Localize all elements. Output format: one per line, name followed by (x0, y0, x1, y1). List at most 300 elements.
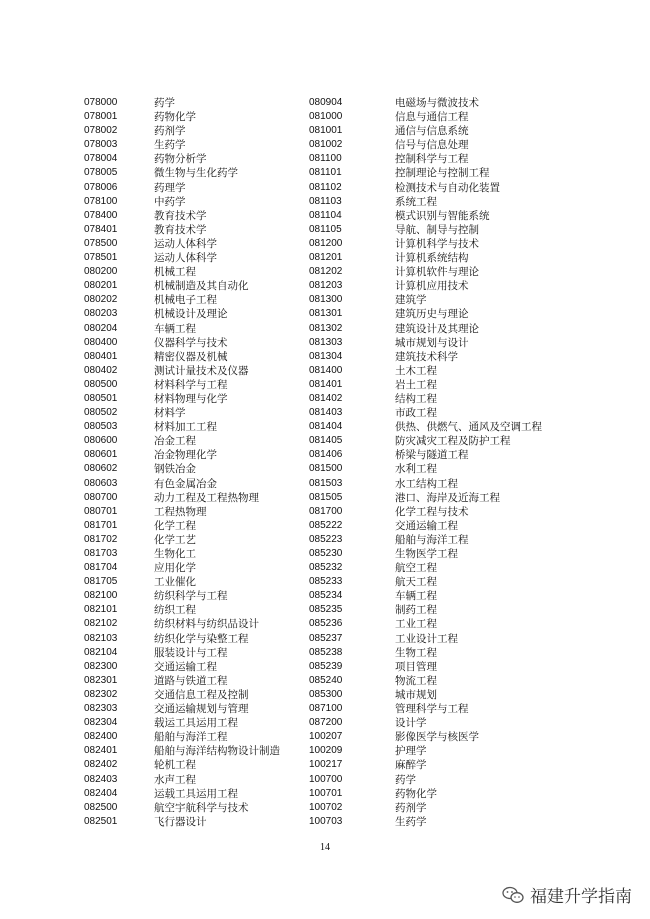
list-item (309, 505, 569, 519)
list-item (84, 744, 310, 758)
list-item (84, 533, 310, 547)
list-item (309, 702, 569, 716)
list-item (84, 223, 310, 237)
list-item (84, 378, 310, 392)
major-code: 078401 (84, 223, 118, 235)
major-code: 082304 (84, 717, 118, 729)
major-name: 工业设计工程 (395, 632, 458, 645)
major-name: 水利工程 (395, 463, 437, 476)
major-code: 082102 (84, 618, 118, 630)
major-code: 100700 (309, 773, 343, 785)
major-name: 桥梁与隧道工程 (395, 449, 469, 462)
list-item (84, 96, 310, 110)
major-code: 081402 (309, 392, 343, 404)
major-name: 结构工程 (395, 392, 437, 405)
list-item (309, 617, 569, 631)
major-name: 通信与信息系统 (395, 125, 469, 138)
major-code: 085223 (309, 533, 343, 545)
major-name: 船舶与海洋结构物设计制造 (154, 745, 280, 758)
major-name: 信号与信息处理 (395, 139, 469, 152)
list-item (84, 815, 310, 829)
list-item (84, 110, 310, 124)
major-code: 078002 (84, 125, 118, 137)
major-name: 工程热物理 (154, 505, 207, 518)
major-code: 078400 (84, 209, 118, 221)
major-code: 081001 (309, 125, 343, 137)
list-item (84, 336, 310, 350)
list-item (309, 392, 569, 406)
major-name: 交通运输规划与管理 (154, 703, 249, 716)
major-code: 080203 (84, 308, 118, 320)
major-code: 081705 (84, 576, 118, 588)
major-code: 081406 (309, 449, 343, 461)
right-column (309, 96, 569, 829)
major-name: 材料科学与工程 (154, 378, 228, 391)
major-code: 078501 (84, 252, 118, 264)
list-item (309, 688, 569, 702)
list-item (309, 815, 569, 829)
major-code: 081302 (309, 322, 343, 334)
major-name: 精密仪器及机械 (154, 350, 228, 363)
watermark-text: 福建升学指南 (530, 887, 632, 907)
major-code: 081100 (309, 153, 342, 165)
list-item (309, 744, 569, 758)
list-item (309, 406, 569, 420)
major-name: 教育技术学 (154, 223, 207, 236)
major-code: 080201 (84, 280, 118, 292)
major-code: 082104 (84, 646, 118, 658)
major-code: 081303 (309, 336, 343, 348)
list-item (309, 378, 569, 392)
list-item (84, 561, 310, 575)
major-name: 道路与铁道工程 (154, 674, 228, 687)
major-name: 计算机系统结构 (395, 252, 469, 265)
major-name: 航空宇航科学与技术 (154, 801, 249, 814)
list-item (84, 322, 310, 336)
list-item (84, 195, 310, 209)
major-code: 080503 (84, 421, 118, 433)
major-name: 供热、供燃气、通风及空调工程 (395, 421, 542, 434)
major-code: 081702 (84, 533, 118, 545)
list-item (84, 646, 310, 660)
major-code: 082100 (84, 590, 118, 602)
major-code: 081102 (309, 181, 342, 193)
major-code: 081304 (309, 350, 343, 362)
major-name: 药学 (395, 773, 416, 786)
major-name: 交通运输工程 (154, 660, 217, 673)
major-name: 车辆工程 (395, 590, 437, 603)
major-name: 应用化学 (154, 562, 196, 575)
major-code: 080904 (309, 97, 343, 108)
major-name: 船舶与海洋工程 (395, 533, 469, 546)
list-item (309, 251, 569, 265)
major-code: 085300 (309, 688, 343, 700)
major-name: 车辆工程 (154, 322, 196, 335)
major-name: 港口、海岸及近海工程 (395, 491, 500, 504)
major-name: 纺织材料与纺织品设计 (154, 618, 259, 631)
major-code: 078100 (84, 195, 118, 207)
major-code: 085238 (309, 646, 343, 658)
major-code: 085232 (309, 562, 343, 574)
major-name: 计算机科学与技术 (395, 237, 479, 250)
major-code: 085235 (309, 604, 343, 616)
major-name: 生物医学工程 (395, 548, 458, 560)
major-code: 080402 (84, 364, 118, 376)
major-name: 纺织化学与染整工程 (154, 632, 249, 645)
major-code: 081700 (309, 505, 343, 517)
major-name: 船舶与海洋工程 (154, 731, 228, 744)
list-item (309, 589, 569, 603)
major-code: 081103 (309, 195, 342, 207)
major-name: 药物化学 (395, 787, 437, 800)
list-item (84, 617, 310, 631)
list-item (309, 716, 569, 730)
major-name: 岩土工程 (395, 378, 437, 391)
major-code: 100702 (309, 801, 343, 813)
list-item (84, 773, 310, 787)
major-name: 模式识别与智能系统 (395, 209, 490, 222)
major-name: 运动人体科学 (154, 237, 217, 250)
list-item (84, 491, 310, 505)
major-name: 控制理论与控制工程 (395, 167, 490, 180)
major-name: 工业工程 (395, 618, 437, 631)
major-name: 有色金属冶金 (154, 477, 217, 490)
list-item (84, 181, 310, 195)
major-name: 生药学 (154, 139, 186, 152)
list-item (309, 209, 569, 223)
list-item (309, 660, 569, 674)
major-name: 教育技术学 (154, 209, 207, 222)
major-name: 交通运输工程 (395, 519, 458, 532)
list-item (84, 519, 310, 533)
major-name: 物流工程 (395, 674, 437, 687)
list-item (309, 307, 569, 321)
list-item (309, 195, 569, 209)
list-item (309, 322, 569, 336)
list-item (84, 730, 310, 744)
major-name: 服装设计与工程 (154, 646, 228, 659)
major-name: 建筑学 (395, 294, 427, 307)
major-code: 085240 (309, 674, 343, 686)
major-name: 药剂学 (395, 801, 427, 814)
major-name: 计算机软件与理论 (395, 266, 479, 279)
major-name: 运动人体科学 (154, 252, 217, 265)
list-item (84, 406, 310, 420)
major-name: 化学工程 (154, 519, 196, 532)
major-code: 082501 (84, 815, 118, 827)
major-name: 检测技术与自动化装置 (395, 181, 500, 194)
major-code: 085222 (309, 519, 343, 531)
major-name: 化学工程与技术 (395, 505, 469, 518)
list-item (309, 434, 569, 448)
list-item (84, 279, 310, 293)
major-name: 冶金物理化学 (154, 449, 217, 462)
major-name: 水声工程 (154, 773, 196, 786)
major-code: 080202 (84, 294, 118, 306)
major-code: 082303 (84, 703, 118, 715)
major-code: 081200 (309, 237, 343, 249)
list-item (84, 124, 310, 138)
major-code: 078003 (84, 139, 118, 151)
list-item (84, 716, 310, 730)
major-code: 078006 (84, 181, 118, 193)
major-name: 管理科学与工程 (395, 703, 469, 716)
list-item (84, 801, 310, 815)
list-item (84, 364, 310, 378)
major-name: 土木工程 (395, 364, 437, 377)
major-code: 081104 (309, 209, 342, 221)
major-name: 生物工程 (395, 646, 437, 659)
major-code: 085230 (309, 548, 343, 559)
list-item (309, 96, 569, 110)
major-name: 中药学 (154, 195, 186, 208)
major-code: 081401 (309, 378, 343, 390)
major-code: 081503 (309, 477, 343, 489)
major-name: 制药工程 (395, 604, 437, 617)
major-code: 087100 (309, 703, 343, 715)
major-name: 计算机应用技术 (395, 280, 469, 293)
major-code: 081704 (84, 562, 118, 574)
major-code: 080700 (84, 491, 118, 503)
major-code: 082103 (84, 632, 118, 644)
list-item (309, 336, 569, 350)
left-column (84, 96, 310, 829)
list-item (309, 279, 569, 293)
list-item (84, 462, 310, 476)
major-code: 085234 (309, 590, 343, 602)
list-item (84, 660, 310, 674)
major-name: 生药学 (395, 815, 427, 828)
major-name: 交通信息工程及控制 (154, 688, 249, 701)
list-item (84, 477, 310, 491)
major-code: 081301 (309, 308, 343, 320)
list-item (84, 575, 310, 589)
major-code: 080500 (84, 378, 118, 390)
list-item (309, 293, 569, 307)
major-name: 麻醉学 (395, 759, 427, 772)
major-name: 影像医学与核医学 (395, 731, 479, 744)
major-name: 机械电子工程 (154, 294, 217, 307)
major-name: 项目管理 (395, 660, 437, 673)
list-item (309, 575, 569, 589)
major-code: 081404 (309, 421, 343, 433)
list-item (84, 448, 310, 462)
major-name: 导航、制导与控制 (395, 223, 479, 236)
major-name: 药物化学 (154, 111, 196, 124)
major-code: 100217 (309, 759, 343, 771)
list-item (309, 110, 569, 124)
major-code: 081300 (309, 294, 343, 306)
major-code: 080603 (84, 477, 118, 489)
major-code: 085236 (309, 618, 343, 630)
list-item (309, 223, 569, 237)
major-code: 082401 (84, 745, 118, 757)
major-code: 085239 (309, 660, 343, 672)
major-code: 078000 (84, 97, 118, 108)
major-name: 轮机工程 (154, 759, 196, 772)
major-name: 仪器科学与技术 (154, 336, 228, 349)
major-code: 081002 (309, 139, 343, 151)
major-name: 冶金工程 (154, 435, 196, 448)
major-name: 机械制造及其自动化 (154, 280, 249, 293)
list-item (309, 420, 569, 434)
major-code: 085233 (309, 576, 343, 588)
list-item (84, 420, 310, 434)
major-code: 081201 (309, 252, 343, 264)
major-name: 药剂学 (154, 125, 186, 138)
major-name: 电磁场与微波技术 (395, 97, 479, 109)
list-item (309, 801, 569, 815)
list-item (309, 533, 569, 547)
list-item (309, 758, 569, 772)
list-item (309, 265, 569, 279)
major-name: 建筑设计及其理论 (395, 322, 479, 335)
major-code: 081403 (309, 407, 343, 419)
major-name: 材料物理与化学 (154, 392, 228, 405)
list-item (84, 589, 310, 603)
major-name: 机械工程 (154, 266, 196, 279)
major-code: 100209 (309, 745, 343, 757)
list-item (309, 152, 569, 166)
page-number: 14 (320, 842, 330, 853)
major-code: 082404 (84, 787, 118, 799)
list-item (84, 237, 310, 251)
major-name: 药物分析学 (154, 153, 207, 166)
major-code: 081105 (309, 223, 342, 235)
major-name: 城市规划与设计 (395, 336, 469, 349)
list-item (309, 632, 569, 646)
wechat-icon (502, 886, 524, 904)
list-item (309, 787, 569, 801)
major-name: 化学工艺 (154, 533, 196, 546)
list-item (309, 462, 569, 476)
list-item (84, 209, 310, 223)
major-code: 081405 (309, 435, 343, 447)
major-name: 控制科学与工程 (395, 153, 469, 166)
major-name: 飞行器设计 (154, 815, 207, 828)
major-name: 药学 (154, 97, 175, 109)
list-item (309, 181, 569, 195)
list-item (84, 632, 310, 646)
major-code: 080602 (84, 463, 118, 475)
major-code: 081202 (309, 266, 343, 278)
major-code: 087200 (309, 717, 343, 729)
major-code: 082300 (84, 660, 118, 672)
major-name: 生物化工 (154, 548, 196, 560)
major-code: 081101 (309, 167, 342, 179)
major-code: 081703 (84, 548, 118, 559)
major-code: 100703 (309, 815, 343, 827)
major-name: 系统工程 (395, 195, 437, 208)
list-item (84, 265, 310, 279)
major-name: 纺织工程 (154, 604, 196, 617)
major-name: 材料加工工程 (154, 421, 217, 434)
major-name: 设计学 (395, 717, 427, 730)
list-item (84, 152, 310, 166)
major-code: 080601 (84, 449, 118, 461)
major-code: 080200 (84, 266, 118, 278)
list-item (309, 448, 569, 462)
list-item (309, 138, 569, 152)
major-name: 水工结构工程 (395, 477, 458, 490)
major-code: 082403 (84, 773, 118, 785)
major-name: 动力工程及工程热物理 (154, 491, 259, 504)
major-code: 080701 (84, 505, 118, 517)
major-code: 082301 (84, 674, 118, 686)
list-item (309, 350, 569, 364)
list-item (309, 730, 569, 744)
major-code: 081505 (309, 491, 343, 503)
major-code: 082101 (84, 604, 118, 616)
major-name: 钢铁冶金 (154, 463, 196, 476)
list-item (309, 364, 569, 378)
list-item (84, 758, 310, 772)
list-item (84, 307, 310, 321)
major-code: 078004 (84, 153, 118, 165)
major-name: 信息与通信工程 (395, 111, 469, 124)
major-code: 082400 (84, 731, 118, 743)
list-item (309, 519, 569, 533)
major-code: 080501 (84, 392, 118, 404)
major-code: 085237 (309, 632, 343, 644)
list-item (84, 293, 310, 307)
major-code: 100701 (309, 787, 343, 799)
list-item (84, 603, 310, 617)
major-code: 080204 (84, 322, 118, 334)
major-code: 078500 (84, 237, 118, 249)
list-item (84, 434, 310, 448)
list-item (84, 505, 310, 519)
major-code: 081000 (309, 111, 343, 123)
major-name: 微生物与生化药学 (154, 167, 238, 180)
list-item (309, 561, 569, 575)
list-item (309, 603, 569, 617)
list-item (309, 166, 569, 180)
major-code: 081701 (84, 519, 118, 531)
major-code: 080600 (84, 435, 118, 447)
major-code: 082402 (84, 759, 118, 771)
major-name: 航空工程 (395, 562, 437, 575)
list-item (84, 350, 310, 364)
major-name: 载运工具运用工程 (154, 717, 238, 730)
major-name: 工业催化 (154, 576, 196, 589)
list-item (84, 688, 310, 702)
watermark (502, 882, 632, 907)
list-item (84, 547, 310, 561)
major-name: 市政工程 (395, 407, 437, 420)
major-code: 100207 (309, 731, 343, 743)
major-name: 纺织科学与工程 (154, 590, 228, 603)
list-item (309, 646, 569, 660)
list-item (309, 124, 569, 138)
major-code: 082302 (84, 688, 118, 700)
list-item (84, 251, 310, 265)
major-name: 测试计量技术及仪器 (154, 364, 249, 377)
list-item (84, 787, 310, 801)
major-name: 防灾减灾工程及防护工程 (395, 435, 511, 448)
major-name: 城市规划 (395, 688, 437, 701)
list-item (309, 491, 569, 505)
major-name: 材料学 (154, 407, 186, 420)
major-name: 机械设计及理论 (154, 308, 228, 321)
list-item (309, 773, 569, 787)
major-name: 运载工具运用工程 (154, 787, 238, 800)
major-code: 080400 (84, 336, 118, 348)
major-code: 078001 (84, 111, 118, 123)
list-item (309, 477, 569, 491)
major-name: 药理学 (154, 181, 186, 194)
major-code: 080502 (84, 407, 118, 419)
